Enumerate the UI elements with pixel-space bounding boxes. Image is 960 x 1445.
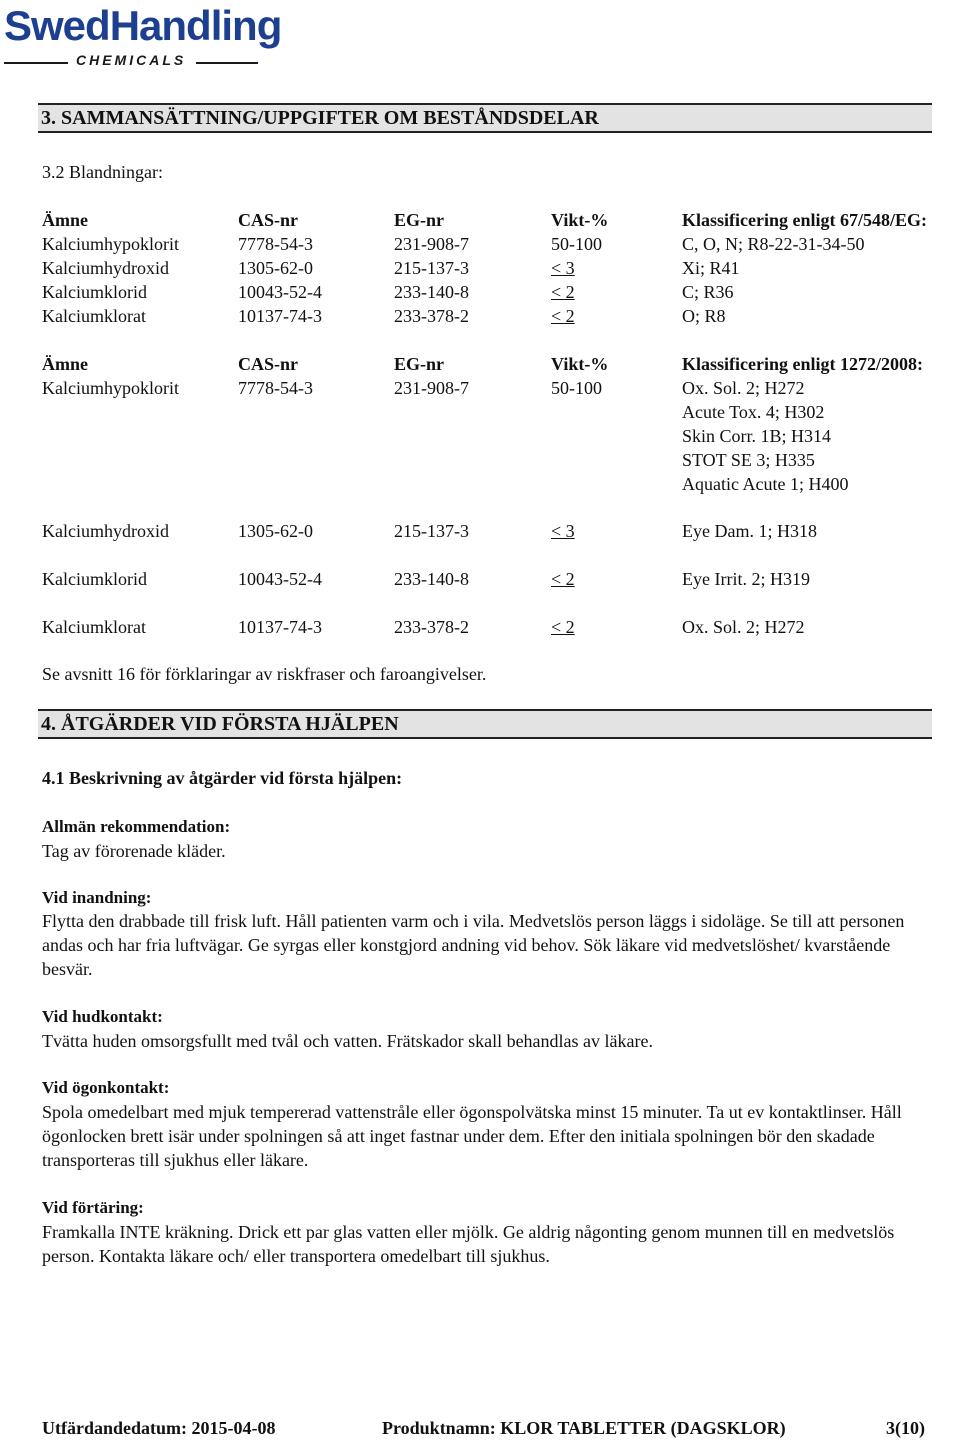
inhalation-heading: Vid inandning: <box>42 888 152 907</box>
table2-row4-eg: 233-378-2 <box>394 617 469 637</box>
table2-row2-eg: 215-137-3 <box>394 521 469 541</box>
table2-header-substance: Ämne <box>42 354 88 374</box>
table1-row1-substance: Kalciumhypoklorit <box>42 234 179 254</box>
skin-contact-heading: Vid hudkontakt: <box>42 1007 163 1026</box>
table2-row2-substance: Kalciumhydroxid <box>42 521 169 541</box>
table1-row4-substance: Kalciumklorat <box>42 306 146 326</box>
table1-row4-cas: 10137-74-3 <box>238 306 322 326</box>
footer-issue-date <box>42 1418 276 1439</box>
table1-header-cas: CAS-nr <box>238 210 299 230</box>
logo-wordmark: SwedHandling <box>4 2 282 49</box>
table2-row1-substance: Kalciumhypoklorit <box>42 378 179 398</box>
table1-row1-classification: C, O, N; R8-22-31-34-50 <box>682 234 865 254</box>
table1-row2-weight: < 3 <box>551 258 575 278</box>
table2-header-cas: CAS-nr <box>238 354 299 374</box>
table2-row3-classification: Eye Irrit. 2; H319 <box>682 569 810 589</box>
table1-row2-cas: 1305-62-0 <box>238 258 313 278</box>
explanation-note: Se avsnitt 16 för förklaringar av riskfraser och faroangivelser. <box>42 664 487 684</box>
table2-row4-weight: < 2 <box>551 617 575 637</box>
table2-row4-substance: Kalciumklorat <box>42 617 146 637</box>
section-4-header <box>38 709 932 739</box>
table2-row3-substance: Kalciumklorid <box>42 569 147 589</box>
table2-row1-classification-2: Acute Tox. 4; H302 <box>682 402 825 422</box>
table1-header-weight: Vikt-% <box>551 210 609 230</box>
subsection-4-1-title: 4.1 Beskrivning av åtgärder vid första hjälpen: <box>42 768 403 788</box>
table2-row4-classification: Ox. Sol. 2; H272 <box>682 617 805 637</box>
footer-product-name <box>382 1418 786 1439</box>
table2-row3-eg: 233-140-8 <box>394 569 469 589</box>
inhalation-text: Flytta den drabbade till frisk luft. Håll patienten varm och i vila. Medvetslös person läggs i sidoläge. Se till att personen andas och har fria luftvägar. Ge syrgas eller konstgjord andning vid behov. Sök läkare vid medvetslöshet/ kvarstående besvär. <box>42 911 905 979</box>
table1-row4-classification: O; R8 <box>682 306 726 326</box>
table1-row2-substance: Kalciumhydroxid <box>42 258 169 278</box>
table1-header-classification: Klassificering enligt 67/548/EG: <box>682 210 927 230</box>
table1-row3-classification: C; R36 <box>682 282 734 302</box>
table2-row1-classification-1: Ox. Sol. 2; H272 <box>682 378 805 398</box>
footer-date-value: 2015-04-08 <box>191 1418 276 1438</box>
table2-row3-weight: < 2 <box>551 569 575 589</box>
table1-header-substance: Ämne <box>42 210 88 230</box>
table2-row1-classification-4: STOT SE 3; H335 <box>682 450 815 470</box>
general-recommendation-heading: Allmän rekommendation: <box>42 817 231 836</box>
ingestion-text: Framkalla INTE kräkning. Drick ett par glas vatten eller mjölk. Ge aldrig någonting genom munnen till en medvetslös person. Kontakta läkare och/ eller transportera omedelbart till sjukhus. <box>42 1222 895 1266</box>
table1-row3-cas: 10043-52-4 <box>238 282 322 302</box>
section-4-title: 4. ÅTGÄRDER VID FÖRSTA HJÄLPEN <box>41 713 399 735</box>
table2-row2-weight: < 3 <box>551 521 575 541</box>
table2-header-eg: EG-nr <box>394 354 445 374</box>
footer-date-label: Utfärdandedatum: <box>42 1418 188 1438</box>
table2-row1-cas: 7778-54-3 <box>238 378 313 398</box>
footer-product-label: Produktnamn: <box>382 1418 496 1438</box>
table2-row4-cas: 10137-74-3 <box>238 617 322 637</box>
footer-page-number: 3(10) <box>886 1418 925 1438</box>
table2-header-weight: Vikt-% <box>551 354 609 374</box>
table2-row1-weight: 50-100 <box>551 378 602 398</box>
table1-row1-weight: 50-100 <box>551 234 602 254</box>
table1-row2-eg: 215-137-3 <box>394 258 469 278</box>
table1-row2-classification: Xi; R41 <box>682 258 740 278</box>
table2-header-classification: Klassificering enligt 1272/2008: <box>682 354 923 374</box>
general-recommendation-text: Tag av förorenade kläder. <box>42 841 226 861</box>
eye-contact-heading: Vid ögonkontakt: <box>42 1078 170 1097</box>
company-logo <box>4 2 282 74</box>
table2-row2-cas: 1305-62-0 <box>238 521 313 541</box>
section-3-header <box>38 103 932 133</box>
section-3-title: 3. SAMMANSÄTTNING/UPPGIFTER OM BESTÅNDSDELAR <box>41 107 599 129</box>
table1-row4-eg: 233-378-2 <box>394 306 469 326</box>
table1-row3-weight: < 2 <box>551 282 575 302</box>
table1-row3-eg: 233-140-8 <box>394 282 469 302</box>
eye-contact-text: Spola omedelbart med mjuk tempererad vattenstråle eller ögonspolvätska minst 15 minuter. Ta ut ev kontaktlinser. Håll ögonlocken brett isär under spolningen så att inget fastnar under dem. Efter den initiala spolningen bör den skadade transporteras till sjukhus eller läkare. <box>42 1102 902 1170</box>
table1-row1-cas: 7778-54-3 <box>238 234 313 254</box>
table2-row2-classification: Eye Dam. 1; H318 <box>682 521 817 541</box>
table2-row1-eg: 231-908-7 <box>394 378 469 398</box>
footer-product-value: KLOR TABLETTER (DAGSKLOR) <box>500 1418 786 1438</box>
skin-contact-text: Tvätta huden omsorgsfullt med tvål och vatten. Frätskador skall behandlas av läkare. <box>42 1031 653 1051</box>
table1-row3-substance: Kalciumklorid <box>42 282 147 302</box>
table2-row1-classification-5: Aquatic Acute 1; H400 <box>682 474 849 494</box>
table2-row1-classification-3: Skin Corr. 1B; H314 <box>682 426 832 446</box>
table1-header-eg: EG-nr <box>394 210 445 230</box>
table1-row4-weight: < 2 <box>551 306 575 326</box>
logo-subtitle: CHEMICALS <box>76 52 187 68</box>
ingestion-heading: Vid förtäring: <box>42 1198 144 1217</box>
table2-row3-cas: 10043-52-4 <box>238 569 322 589</box>
table1-row1-eg: 231-908-7 <box>394 234 469 254</box>
subsection-3-2-title: 3.2 Blandningar: <box>42 162 163 182</box>
